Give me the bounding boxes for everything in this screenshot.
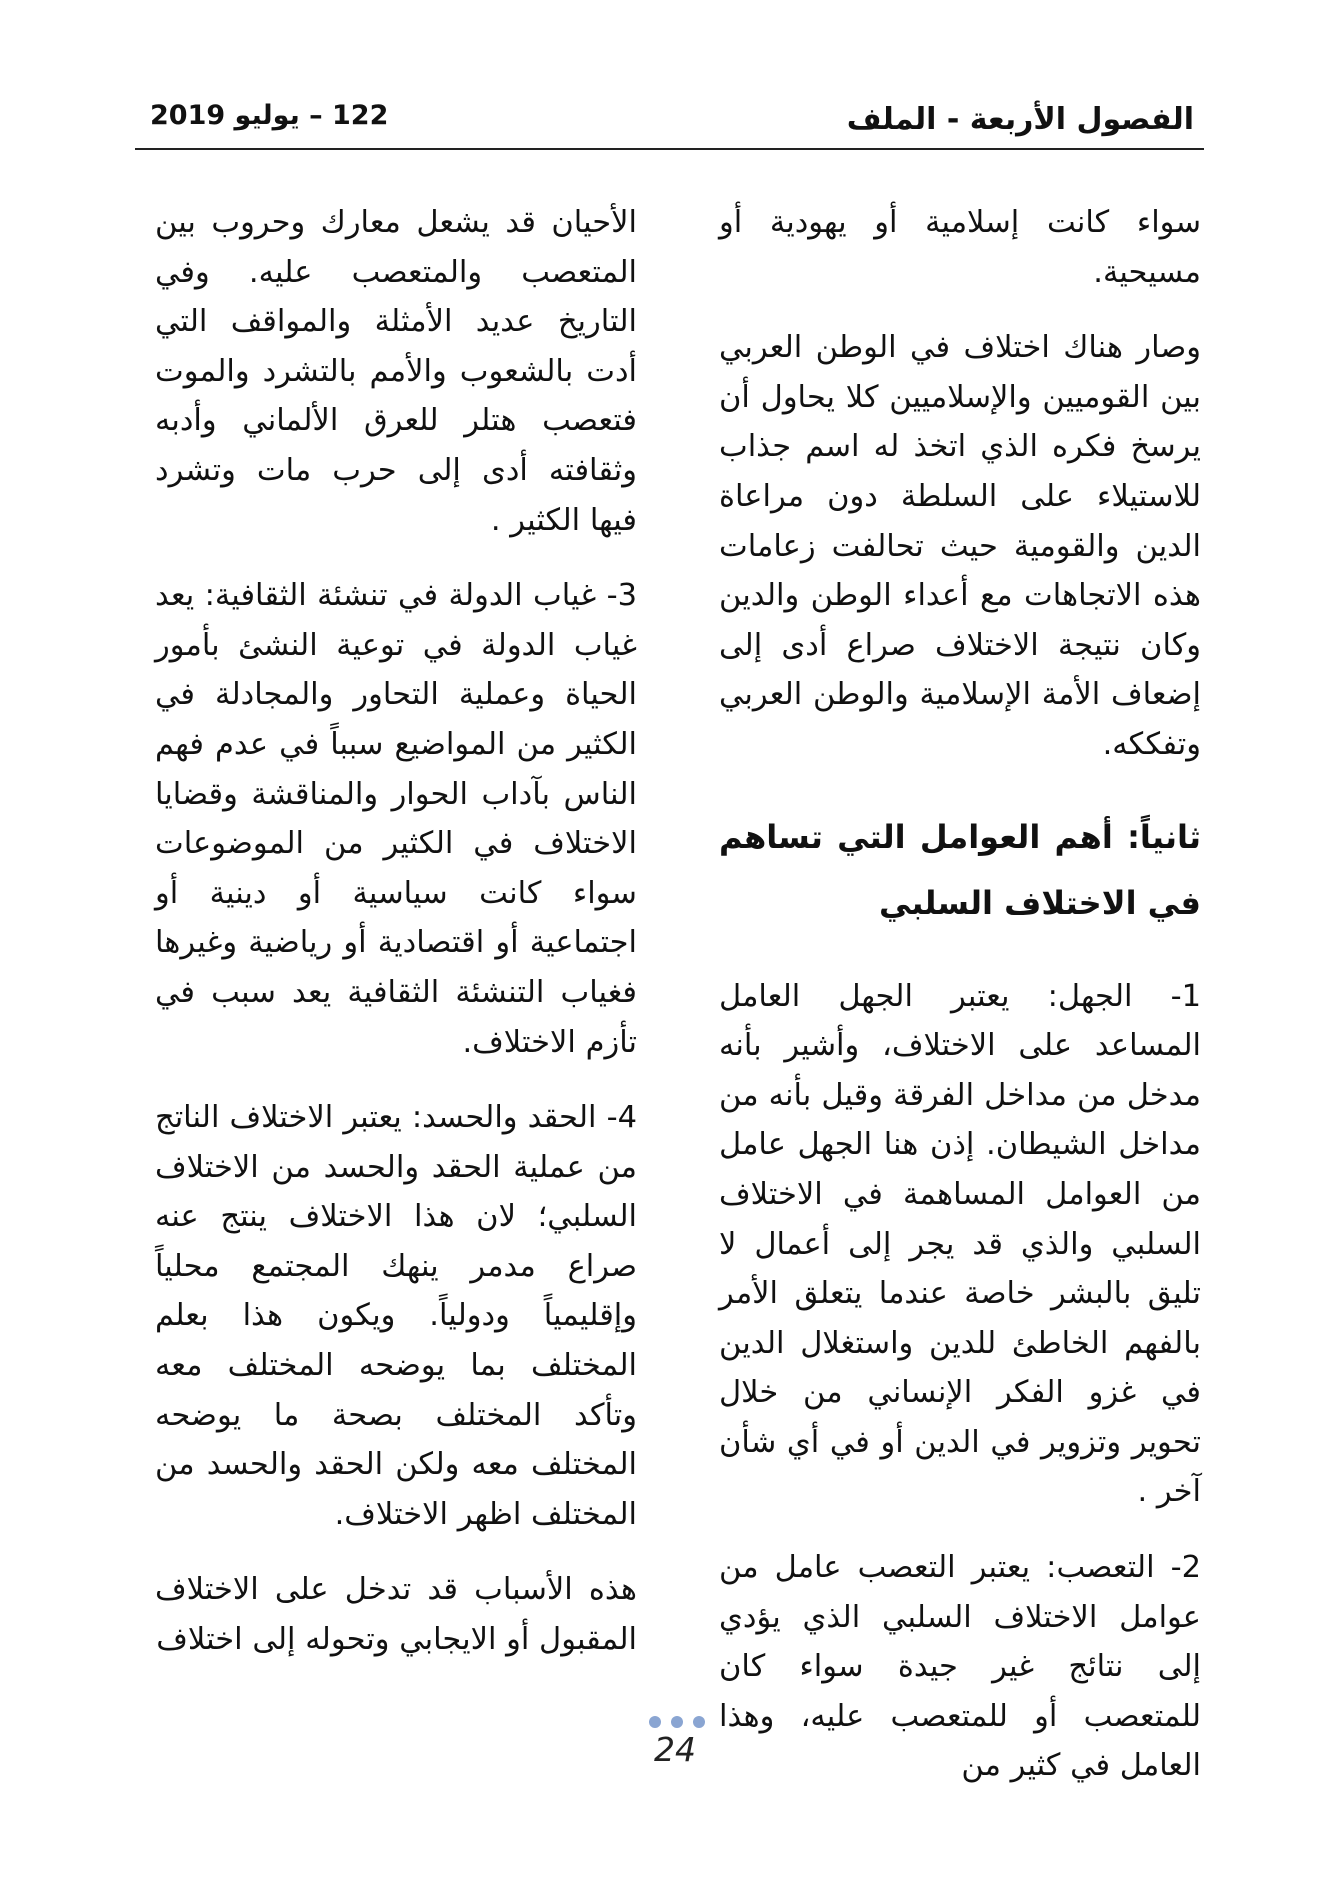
paragraph: الأحيان قد يشعل معارك وحروب بين المتعصب والمتعصب عليه. وفي التاريخ عديد الأمثلة والمواقف التي أدت بالشعوب والأمم بالتشرد والموت فتعصب هتلر للعرق الألماني وأدبه وثقافته أدى إلى حرب مات وتشرد فيها الكثير . [155,205,637,538]
ellipsis-dots-icon [649,1716,709,1730]
paragraph: 4- الحقد والحسد: يعتبر الاختلاف الناتج من عملية الحقد والحسد من الاختلاف السلبي؛ لان هذا الاختلاف ينتج عنه صراع مدمر ينهك المجتمع محلياً وإقليمياً ودولياً. ويكون هذا بعلم المختلف بما يوضحه المختلف معه وتأكد المختلف بصحة ما يوضحه المختلف معه ولكن الحقد والحسد من المختلف اظهر الاختلاف. [155,1100,637,1532]
paragraph: 2- التعصب: يعتبر التعصب عامل من عوامل الاختلاف السلبي الذي يؤدي إلى نتائج غير جيدة سواء كان للمتعصب أو للمتعصب عليه، وهذا العامل في كثير من [719,1550,1201,1784]
paragraph: هذه الأسباب قد تدخل على الاختلاف المقبول أو الايجابي وتحوله إلى اختلاف [155,1572,637,1658]
left-column [155,198,637,1665]
journal-title: الفصول الأربعة - الملف [846,102,1194,137]
right-column [719,198,1201,1791]
page-number: 24 [654,1730,696,1769]
paragraph: وصار هناك اختلاف في الوطن العربي بين القوميين والإسلاميين كلا يحاول أن يرسخ فكره الذي اتخذ له اسم جذاب للاستيلاء على السلطة دون مراعاة الدين والقومية حيث تحالفت زعامات هذه الاتجاهات مع أعداء الوطن والدين وكان نتيجة الاختلاف صراع أدى إلى إضعاف الأمة الإسلامية والوطن العربي وتفككه. [719,330,1201,762]
header-divider [135,148,1204,150]
section-heading: ثانياً: أهم العوامل التي تساهم في الاختلاف السلبي [719,817,1201,922]
paragraph: سواء كانت إسلامية أو يهودية أو مسيحية. [719,205,1201,290]
dot [693,1716,705,1728]
issue-date: 122 – يوليو 2019 [150,100,389,131]
dot [649,1716,661,1728]
dot [671,1716,683,1728]
paragraph: 1- الجهل: يعتبر الجهل العامل المساعد على الاختلاف، وأشير بأنه مدخل من مداخل الفرقة وقيل بأنه من مداخل الشيطان. إذن هنا الجهل عامل من العوامل المساهمة في الاختلاف السلبي والذي قد يجر إلى أعمال لا تليق بالبشر خاصة عندما يتعلق الأمر بالفهم الخاطئ للدين واستغلال الدين في غزو الفكر الإنساني من خلال تحوير وتزوير في الدين أو في أي شأن آخر . [719,978,1201,1510]
paragraph: 3- غياب الدولة في تنشئة الثقافية: يعد غياب الدولة في توعية النشئ بأمور الحياة وعملية التحاور والمجادلة في الكثير من المواضيع سبباً في عدم فهم الناس بآداب الحوار والمناقشة وقضايا الاختلاف في الكثير من الموضوعات سواء كانت سياسية أو دينية أو اجتماعية أو اقتصادية أو رياضية وغيرها فغياب التنشئة الثقافية يعد سبب في تأزم الاختلاف. [155,578,637,1060]
